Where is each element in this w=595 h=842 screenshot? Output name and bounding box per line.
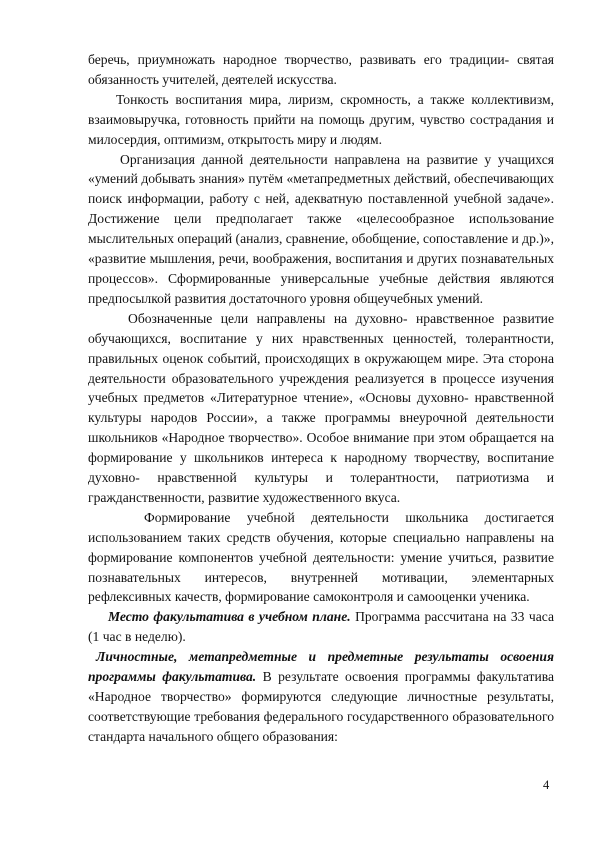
paragraph-4: Обозначенные цели направлены на духовно- нравственное развитие обучающихся, воспитание у них нравственных ценностей, толерантности, правильных оценок событий, происходящих в окружающем мире. Эта сторона деятельности образовательного учреждения реализуется в процессе изучения учебных предметов «Литературное чтение», «Основы духовно- нравственной культуры народов России», а также программы внеурочной деятельности школьников «Народное творчество». Особое внимание при этом обращается на формирование у школьников интереса к народному творчеству, воспитание духовно- нравственной культуры и толерантности, патриотизма и гражданственности, развитие художественного вкуса.: [88, 310, 554, 505]
section-text-results: В результате освоения программы факультатива «Народное творчество» формируются следующие личностные результаты, соответствующие требования федерального государственного образовательного стандарта начального общего образования:: [88, 669, 554, 744]
paragraph-6: [88, 607, 554, 647]
section-heading-curriculum-place: Место факультатива в учебном плане.: [108, 609, 351, 625]
document-body: [88, 50, 554, 747]
paragraph-5: Формирование учебной деятельности школьника достигается использованием таких средств обучения, которые специально направлены на формирование компонентов учебной деятельности: умение учиться, развитие познавательных интересов, внутренней мотивации, элементарных рефлексивных качеств, формирование самоконтроля и самооценки ученика.: [88, 509, 554, 605]
section-heading-results: Личностные, метапредметные и предметные результаты освоения программы факультатива.: [88, 649, 554, 685]
paragraph-2: Тонкость воспитания мира, лиризм, скромность, а также коллективизм, взаимовыручка, готовность прийти на помощь другим, чувство сострадания и милосердия, оптимизм, открытость миру и людям.: [88, 91, 554, 147]
section-text-curriculum-place: Программа рассчитана на 33 часа (1 час в неделю).: [88, 609, 554, 645]
paragraph-1: беречь, приумножать народное творчество, развивать его традиции- святая обязанность учителей, деятелей искусства.: [88, 52, 554, 87]
paragraph-7: [88, 647, 554, 747]
paragraph-3: Организация данной деятельности направлена на развитие у учащихся «умений добывать знания» путём «метапредметных действий, обеспечивающих поиск информации, работу с ней, адекватную поставленной учебной задаче». Достижение цели предполагает также «целесообразное использование мыслительных операций (анализ, сравнение, обобщение, сопоставление и др.)», «развитие мышления, речи, воображения, воспитания и других познавательных процессов». Сформированные универсальные учебные действия являются предпосылкой развития достаточного уровня общеучебных умений.: [88, 151, 554, 306]
page-number: 4: [543, 778, 550, 792]
